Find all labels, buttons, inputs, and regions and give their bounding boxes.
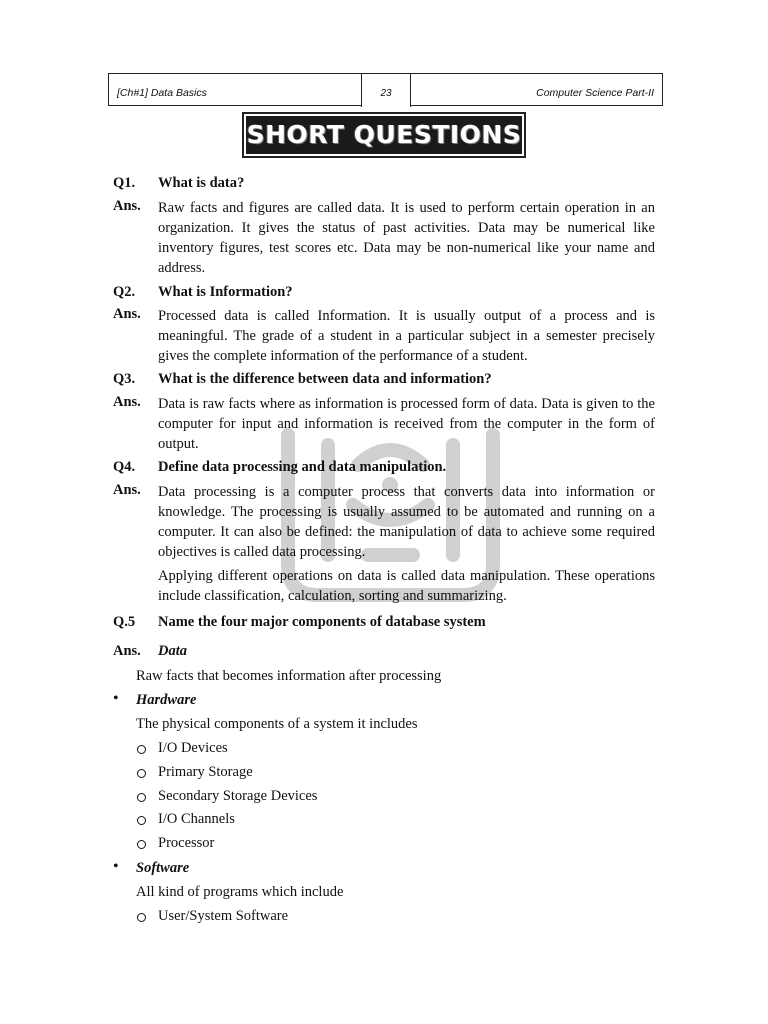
page-number-box <box>361 74 411 107</box>
question-number: Q3. <box>113 371 136 387</box>
component-title-software: Software <box>136 860 190 876</box>
answer-label: Ans. <box>113 482 141 498</box>
chapter-title: [Ch#1] Data Basics <box>117 87 207 99</box>
question-number: Q.5 <box>113 614 136 630</box>
circle-bullet-icon <box>137 913 146 922</box>
answer-paragraph: Processed data is called Information. It is usually output of a process and is meaningful. The grade of a student in a particular subject in a semester precisely gives the complete information of the performance of a student. <box>158 308 655 364</box>
bullet-icon: • <box>113 858 119 875</box>
answer-label: Ans. <box>113 306 141 322</box>
component-desc-hardware: The physical components of a system it includes <box>136 716 418 732</box>
answer-paragraph: Applying different operations on data is called data manipulation. These operations include classification, calculation, sorting and summarizing. <box>158 568 655 604</box>
list-item: User/System Software <box>158 908 289 924</box>
component-desc-software: All kind of programs which include <box>136 884 344 900</box>
circle-bullet-icon <box>137 840 146 849</box>
component-title-data: Data <box>158 643 187 659</box>
question-text: What is data? <box>158 175 245 191</box>
book-title: Computer Science Part-II <box>536 87 654 99</box>
question-number: Q1. <box>113 175 136 191</box>
page-header <box>108 73 663 106</box>
list-item: I/O Devices <box>158 740 228 756</box>
question-number: Q4. <box>113 459 136 475</box>
question-text: Define data processing and data manipulation. <box>158 459 447 475</box>
circle-bullet-icon <box>137 769 146 778</box>
circle-bullet-icon <box>137 816 146 825</box>
question-text: Name the four major components of database system <box>158 614 486 630</box>
question-text: What is Information? <box>158 284 293 300</box>
page-number: 23 <box>380 88 392 99</box>
question-text: What is the difference between data and information? <box>158 371 492 387</box>
answer-label: Ans. <box>113 643 141 659</box>
banner-title: SHORT QUESTIONS <box>246 116 522 154</box>
answer-paragraph: Data processing is a computer process that converts data into information or knowledge. The processing is usually assumed to be automated and running on a computer. It can also be defined: the manipulation of data to achieve some required objectives is called data processing. <box>158 484 655 560</box>
list-item: Primary Storage <box>158 764 253 780</box>
component-title-hardware: Hardware <box>136 692 197 708</box>
answer-label: Ans. <box>113 394 141 410</box>
answer-paragraph: Raw facts and figures are called data. It is used to perform certain operation in an organization. It gives the status of past activities. Data may be numerical like inventory figures, test scores etc. Data may be non-numerical like your name and address. <box>158 200 655 276</box>
component-desc-data: Raw facts that becomes information after processing <box>136 668 442 684</box>
answer-label: Ans. <box>113 198 141 214</box>
list-item: Secondary Storage Devices <box>158 788 318 804</box>
circle-bullet-icon <box>137 793 146 802</box>
list-item: Processor <box>158 835 215 851</box>
circle-bullet-icon <box>137 745 146 754</box>
section-banner <box>242 112 526 158</box>
question-number: Q2. <box>113 284 136 300</box>
answer-paragraph: Data is raw facts where as information is processed form of data. Data is given to the computer for input and information is received from the computer in the form of output. <box>158 396 655 452</box>
bullet-icon: • <box>113 690 119 707</box>
list-item: I/O Channels <box>158 811 235 827</box>
